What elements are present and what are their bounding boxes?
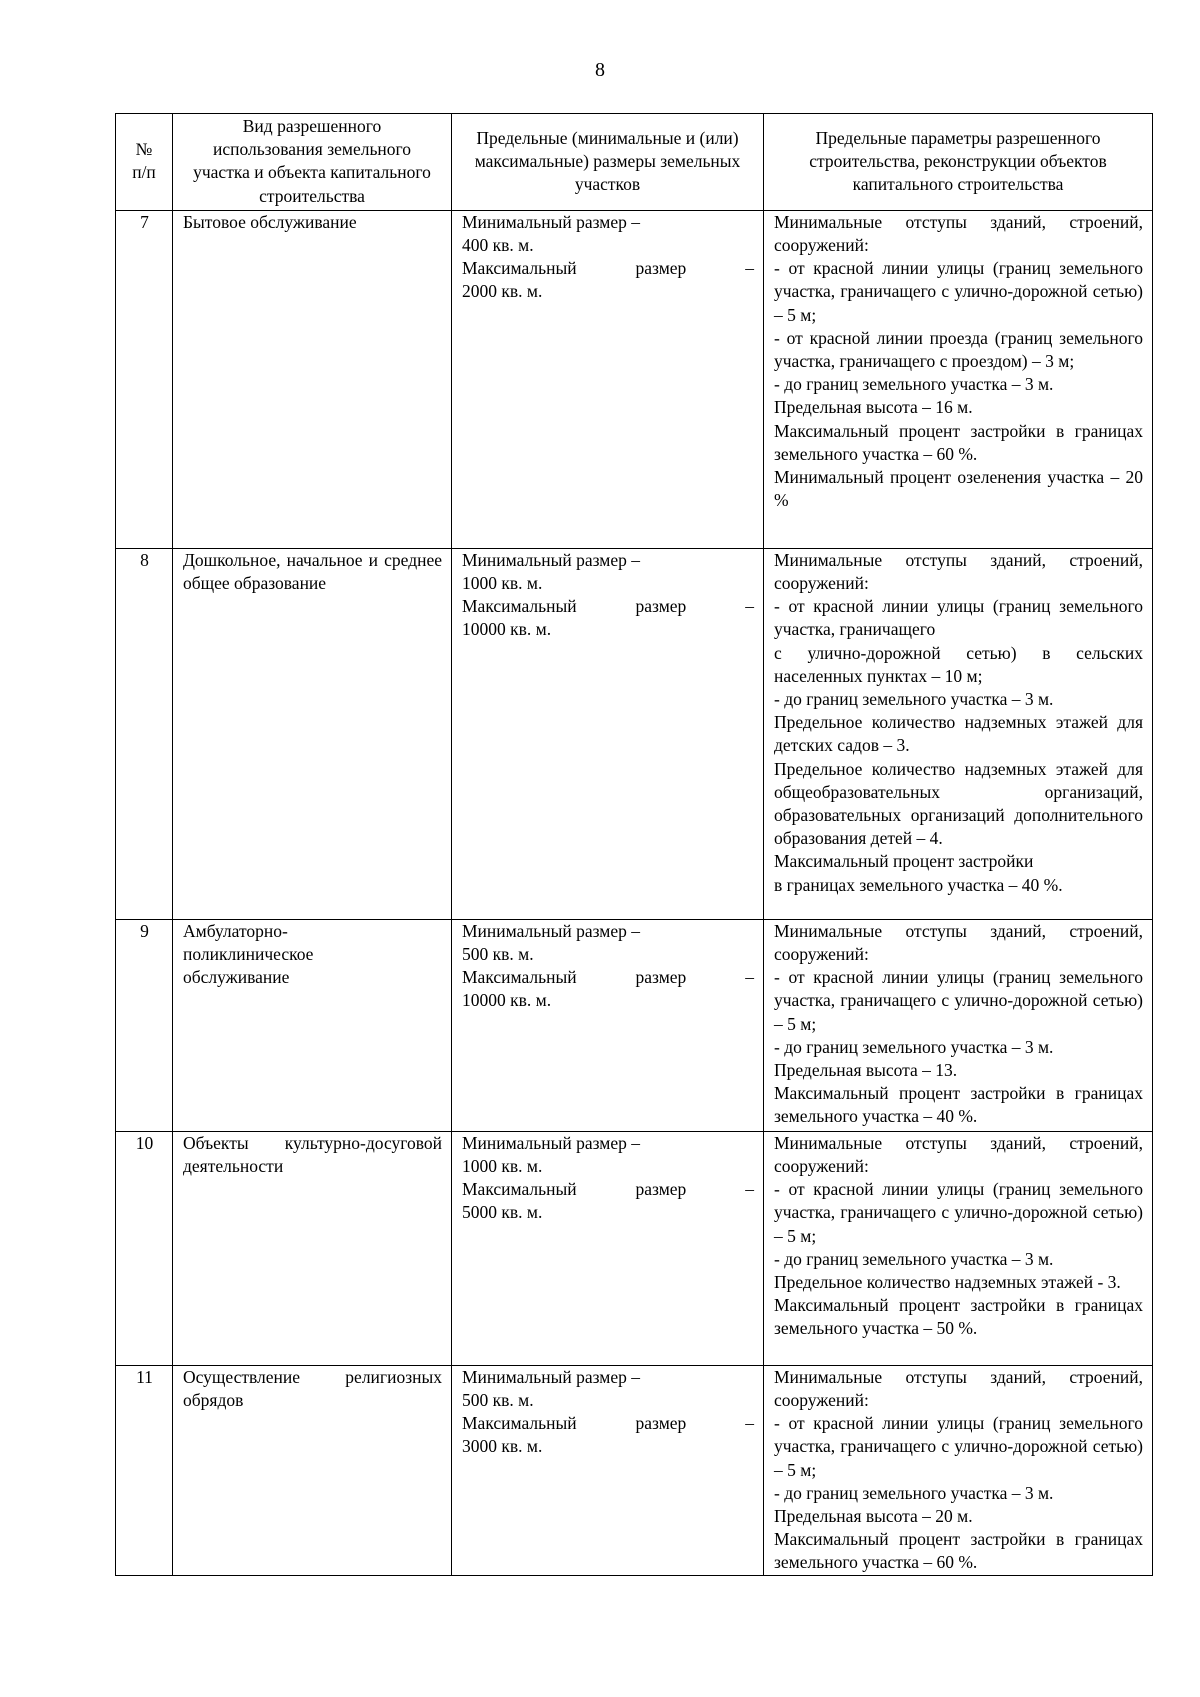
param-line: - от красной линии улицы (границ земельного участка, граничащего с улично-дорожной сетью) – 5 м; bbox=[774, 1413, 1143, 1480]
use-type-cell bbox=[173, 1365, 452, 1575]
use-type-text: Бытовое обслуживание bbox=[183, 211, 357, 232]
param-line: Предельная высота – 16 м. bbox=[774, 397, 973, 418]
param-line: - до границ земельного участка – 3 м. bbox=[774, 1248, 1054, 1269]
params-cell bbox=[764, 1131, 1153, 1365]
size-line: Максимальный размер – bbox=[462, 258, 754, 279]
size-line: 400 кв. м. bbox=[462, 235, 534, 256]
param-line: - до границ земельного участка – 3 м. bbox=[774, 689, 1054, 710]
param-line: Максимальный процент застройки bbox=[774, 851, 1034, 872]
row-number: 7 bbox=[116, 210, 173, 548]
size-line: Максимальный размер – bbox=[462, 1179, 754, 1200]
use-type-cell bbox=[173, 548, 452, 919]
sizes-cell bbox=[452, 210, 764, 548]
use-type-text: обслуживание bbox=[183, 967, 290, 988]
use-type-cell bbox=[173, 919, 452, 1131]
size-line: Максимальный размер – bbox=[462, 967, 754, 988]
page-number: 8 bbox=[595, 59, 605, 81]
size-line: 500 кв. м. bbox=[462, 1390, 534, 1411]
size-line: 1000 кв. м. bbox=[462, 1156, 543, 1177]
header-num: № п/п bbox=[116, 114, 173, 211]
table-header-row bbox=[116, 114, 1153, 211]
size-line: 5000 кв. м. bbox=[462, 1202, 543, 1223]
size-line: Минимальный размер – bbox=[462, 1366, 641, 1387]
use-type-text: Объекты культурно-досуговой деятельности bbox=[183, 1132, 442, 1177]
sizes-cell bbox=[452, 919, 764, 1131]
row-number: 9 bbox=[116, 919, 173, 1131]
size-line: 3000 кв. м. bbox=[462, 1436, 543, 1457]
header-use-type: Вид разрешенного использования земельного участка и объекта капитального строительства bbox=[173, 114, 452, 211]
params-cell bbox=[764, 919, 1153, 1131]
table-row bbox=[116, 210, 1153, 548]
table-row bbox=[116, 548, 1153, 919]
size-line: 2000 кв. м. bbox=[462, 281, 543, 302]
size-line: Минимальный размер – bbox=[462, 1132, 641, 1153]
size-line: Максимальный размер – bbox=[462, 1413, 754, 1434]
param-line: - от красной линии улицы (границ земельного участка, граничащего с улично-дорожной сетью) – 5 м; bbox=[774, 258, 1143, 325]
param-line: Предельная высота – 13. bbox=[774, 1060, 958, 1081]
param-line: с улично-дорожной сетью) в сельских населенных пунктах – 10 м; bbox=[774, 642, 1143, 686]
size-line: Максимальный размер – bbox=[462, 596, 754, 617]
param-line: Предельное количество надземных этажей - 3. bbox=[774, 1272, 1121, 1293]
param-line: Максимальный процент застройки в границах земельного участка – 60 %. bbox=[774, 420, 1143, 464]
param-line: Предельное количество надземных этажей для общеобразовательных организаций, образовательных организаций дополнительного образования детей – 4. bbox=[774, 758, 1143, 849]
param-line: - от красной линии проезда (границ земельного участка, граничащего с проездом) – 3 м; bbox=[774, 327, 1143, 372]
header-sizes: Предельные (минимальные и (или) максимальные) размеры земельных участков bbox=[452, 114, 764, 211]
land-use-table bbox=[115, 113, 1153, 1576]
size-line: Минимальный размер – bbox=[462, 211, 641, 232]
param-line: Минимальные отступы зданий, строений, сооружений: bbox=[774, 1366, 1143, 1411]
param-line: Предельная высота – 20 м. bbox=[774, 1506, 973, 1527]
sizes-cell bbox=[452, 1365, 764, 1575]
param-line: Минимальные отступы зданий, строений, сооружений: bbox=[774, 920, 1143, 965]
param-line: - от красной линии улицы (границ земельного участка, граничащего bbox=[774, 596, 1143, 640]
param-line: в границах земельного участка – 40 %. bbox=[774, 874, 1063, 895]
row-number: 10 bbox=[116, 1131, 173, 1365]
use-type-cell bbox=[173, 210, 452, 548]
table-body bbox=[116, 210, 1153, 1575]
use-type-cell bbox=[173, 1131, 452, 1365]
params-cell bbox=[764, 1365, 1153, 1575]
param-line: - до границ земельного участка – 3 м. bbox=[774, 1036, 1054, 1057]
row-number: 8 bbox=[116, 548, 173, 919]
param-line: Минимальные отступы зданий, строений, сооружений: bbox=[774, 549, 1143, 594]
table-row bbox=[116, 1131, 1153, 1365]
sizes-cell bbox=[452, 548, 764, 919]
param-line: - до границ земельного участка – 3 м. bbox=[774, 1482, 1054, 1503]
param-line: - до границ земельного участка – 3 м. bbox=[774, 374, 1054, 395]
table-row bbox=[116, 919, 1153, 1131]
param-line: Минимальные отступы зданий, строений, сооружений: bbox=[774, 211, 1143, 256]
param-line: Предельное количество надземных этажей для детских садов – 3. bbox=[774, 712, 1143, 756]
size-line: Минимальный размер – bbox=[462, 920, 641, 941]
use-type-text: Дошкольное, начальное и среднее общее образование bbox=[183, 549, 442, 594]
param-line: Минимальный процент озеленения участка – 20 % bbox=[774, 467, 1143, 511]
param-line: - от красной линии улицы (границ земельного участка, граничащего с улично-дорожной сетью) – 5 м; bbox=[774, 1179, 1143, 1246]
param-line: Максимальный процент застройки в границах земельного участка – 50 %. bbox=[774, 1295, 1143, 1339]
size-line: 10000 кв. м. bbox=[462, 619, 552, 640]
param-line: - от красной линии улицы (границ земельного участка, граничащего с улично-дорожной сетью) – 5 м; bbox=[774, 967, 1143, 1034]
row-number: 11 bbox=[116, 1365, 173, 1575]
param-line: Минимальные отступы зданий, строений, сооружений: bbox=[774, 1132, 1143, 1177]
param-line: Максимальный процент застройки в границах земельного участка – 40 %. bbox=[774, 1083, 1143, 1127]
params-cell bbox=[764, 548, 1153, 919]
use-type-text: Амбулаторно- bbox=[183, 920, 288, 941]
sizes-cell bbox=[452, 1131, 764, 1365]
use-type-text: Осуществление религиозных обрядов bbox=[183, 1366, 442, 1411]
use-type-text: поликлиническое bbox=[183, 944, 314, 965]
size-line: 10000 кв. м. bbox=[462, 990, 552, 1011]
params-cell bbox=[764, 210, 1153, 548]
param-line: Максимальный процент застройки в границах земельного участка – 60 %. bbox=[774, 1529, 1143, 1573]
header-params: Предельные параметры разрешенного строительства, реконструкции объектов капитального строительства bbox=[764, 114, 1153, 211]
size-line: 1000 кв. м. bbox=[462, 573, 543, 594]
table-row bbox=[116, 1365, 1153, 1575]
size-line: 500 кв. м. bbox=[462, 944, 534, 965]
size-line: Минимальный размер – bbox=[462, 549, 641, 570]
